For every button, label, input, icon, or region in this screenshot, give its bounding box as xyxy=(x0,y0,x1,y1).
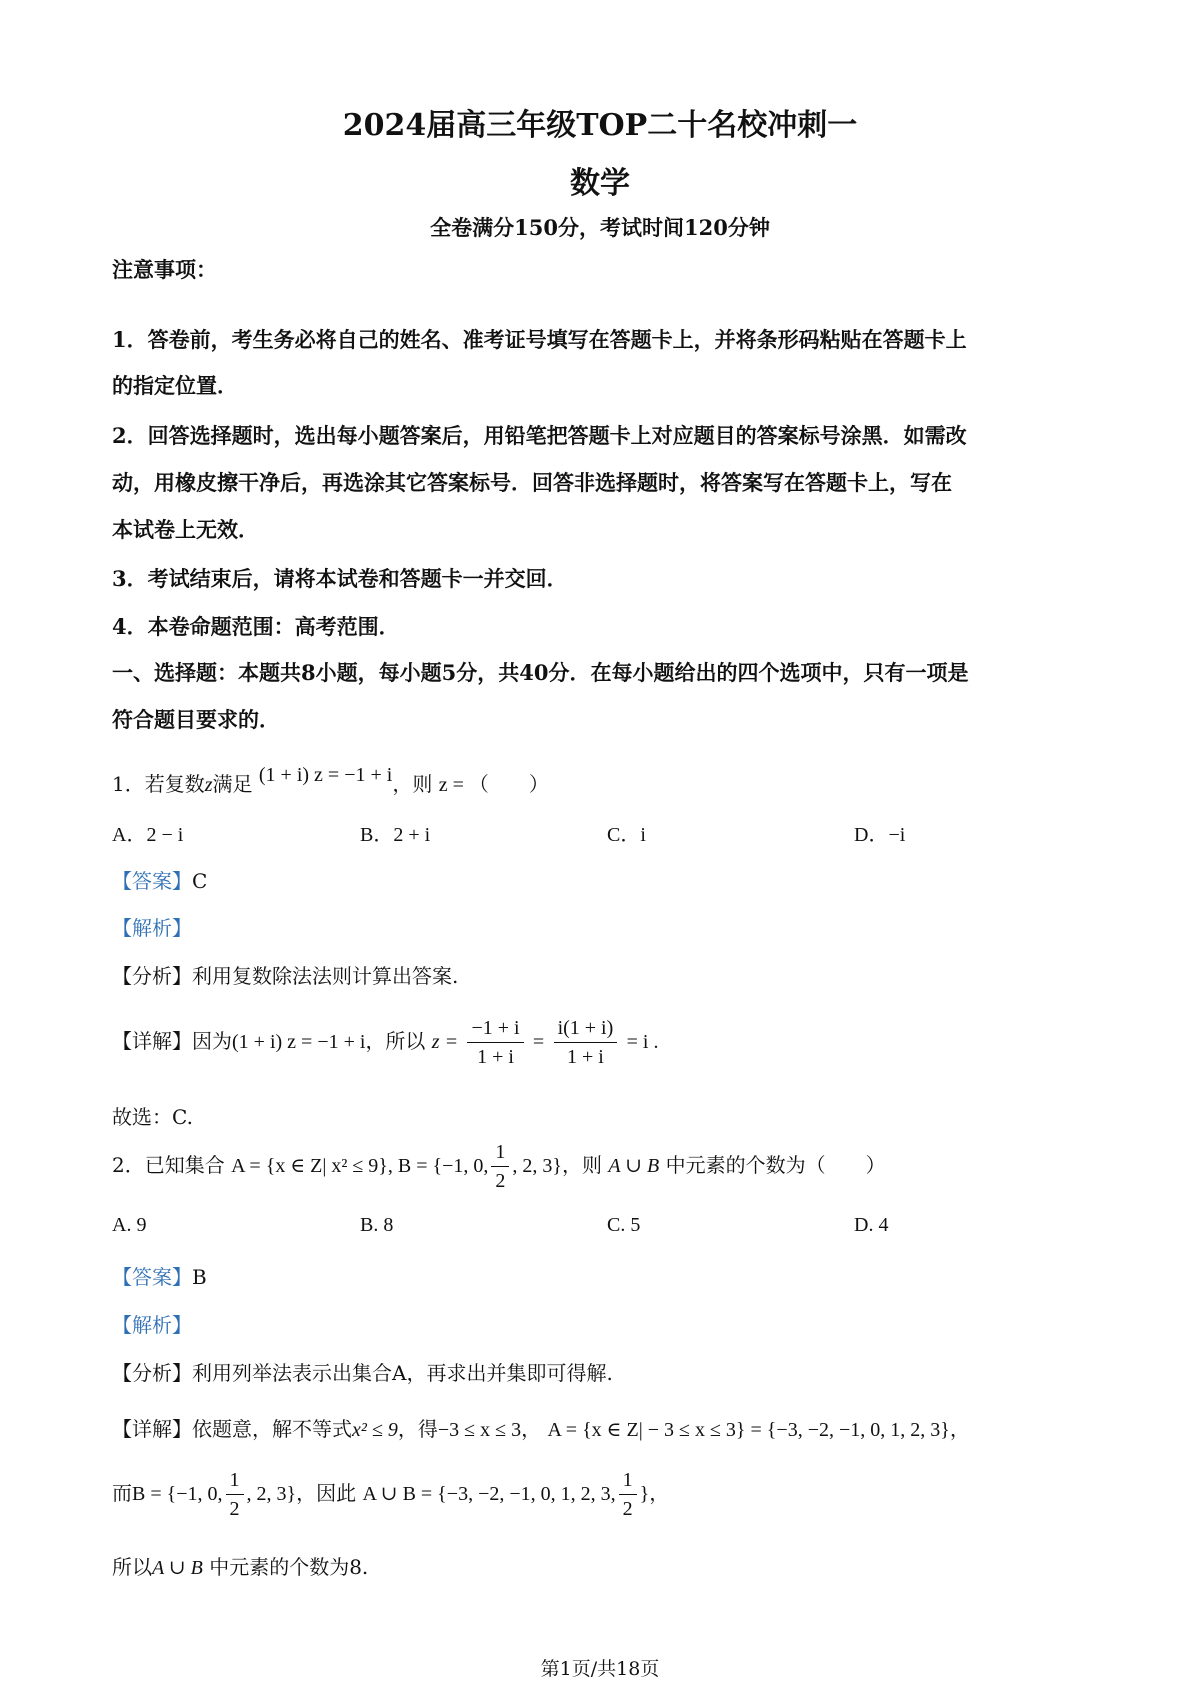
q2-analysis: 【分析】利用列举法表示出集合A，再求出并集即可得解. xyxy=(112,1361,613,1385)
q2-detail-line-3: 所以A ∪ B 中元素的个数为8. xyxy=(112,1555,369,1579)
section-heading-line-2: 符合题目要求的． xyxy=(112,707,280,732)
q2-option-a: A. 9 xyxy=(112,1214,147,1236)
question-2-stem: 2．已知集合 A = {x ∈ Z| x² ≤ 9}, B = {−1, 0, $\frac{1}{2}$ , 2, 3}，则 A ∪ B 中元素的个数为（ ） xyxy=(112,1141,886,1192)
q1-option-d: D．−i xyxy=(854,824,906,846)
q2-detail-line-2: 而B = {−1, 0, $\frac{1}{2}$ , 2, 3}，因此 A ∪ B = {−3, −2, −1, 0, 1, 2, 3, $\frac{1}{2}$ }， xyxy=(112,1469,670,1520)
q2-option-b: B. 8 xyxy=(360,1214,394,1236)
exam-info: 全卷满分150分，考试时间120分钟 xyxy=(430,215,770,240)
q1-detail: 【详解】因为(1 + i) z = −1 + i，所以 z = $\frac{-1 + i}{1 + i}$ = $\frac{i(1 + i)}{1 + i}$ = i . xyxy=(112,1017,659,1068)
note-1-line-2: 的指定位置． xyxy=(112,373,238,398)
note-2-line-3: 本试卷上无效． xyxy=(112,517,259,542)
note-1-line-1: 1．答卷前，考生务必将自己的姓名、准考证号填写在答题卡上，并将条形码粘贴在答题卡上 xyxy=(112,327,967,352)
q1-fraction-1: $\frac{-1 + i}{1 + i}$ xyxy=(467,1016,523,1069)
section-heading-line-1: 一、选择题：本题共8小题，每小题5分，共40分．在每小题给出的四个选项中，只有一项是 xyxy=(112,660,969,685)
q1-equation: (1 + i) z = −1 + i xyxy=(258,764,393,786)
question-1-stem: 1．若复数z满足 (1 + i) z = −1 + i，则 z = （ ） xyxy=(112,764,549,796)
note-3: 3．考试结束后，请将本试卷和答题卡一并交回． xyxy=(112,566,568,591)
q2-detail-line-1: 【详解】依题意，解不等式x² ≤ 9，得−3 ≤ x ≤ 3， A = {x ∈ Z| − 3 ≤ x ≤ 3} = {−3, −2, −1, 0, 1, 2, 3}， xyxy=(112,1417,970,1441)
q1-option-b: B．2 + i xyxy=(360,824,431,846)
q2-detail-half-1: $\frac{1}{2}$ xyxy=(226,1468,244,1521)
notes-heading: 注意事项： xyxy=(112,257,217,282)
note-4: 4．本卷命题范围：高考范围． xyxy=(112,614,400,639)
q1-option-c: C．i xyxy=(607,824,646,846)
note-2-line-2: 动，用橡皮擦干净后，再选涂其它答案标号．回答非选择题时，将答案写在答题卡上，写在 xyxy=(112,470,952,495)
q1-conclusion: 故选：C. xyxy=(112,1105,193,1129)
q1-analysis: 【分析】利用复数除法法则计算出答案. xyxy=(112,964,459,988)
q2-jiexi-tag: 【解析】 xyxy=(112,1313,192,1337)
q1-option-a: A．2 − i xyxy=(112,824,184,846)
q2-answer: 【答案】B xyxy=(112,1265,207,1289)
note-2-line-1: 2．回答选择题时，选出每小题答案后，用铅笔把答题卡上对应题目的答案标号涂黑．如需改 xyxy=(112,423,967,448)
q2-half-fraction: $\frac{1}{2}$ xyxy=(491,1140,509,1193)
q1-fraction-2: $\frac{i(1 + i)}{1 + i}$ xyxy=(554,1016,618,1069)
q2-option-d: D. 4 xyxy=(854,1214,889,1236)
q1-jiexi-tag: 【解析】 xyxy=(112,916,192,940)
page-number: 第1页/共18页 xyxy=(540,1658,660,1680)
q1-answer: 【答案】C xyxy=(112,869,208,893)
q2-option-c: C. 5 xyxy=(607,1214,641,1236)
subject-title: 数学 xyxy=(570,166,630,201)
exam-title: 2024届高三年级TOP二十名校冲刺一 xyxy=(342,108,858,143)
q2-detail-half-2: $\frac{1}{2}$ xyxy=(619,1468,637,1521)
